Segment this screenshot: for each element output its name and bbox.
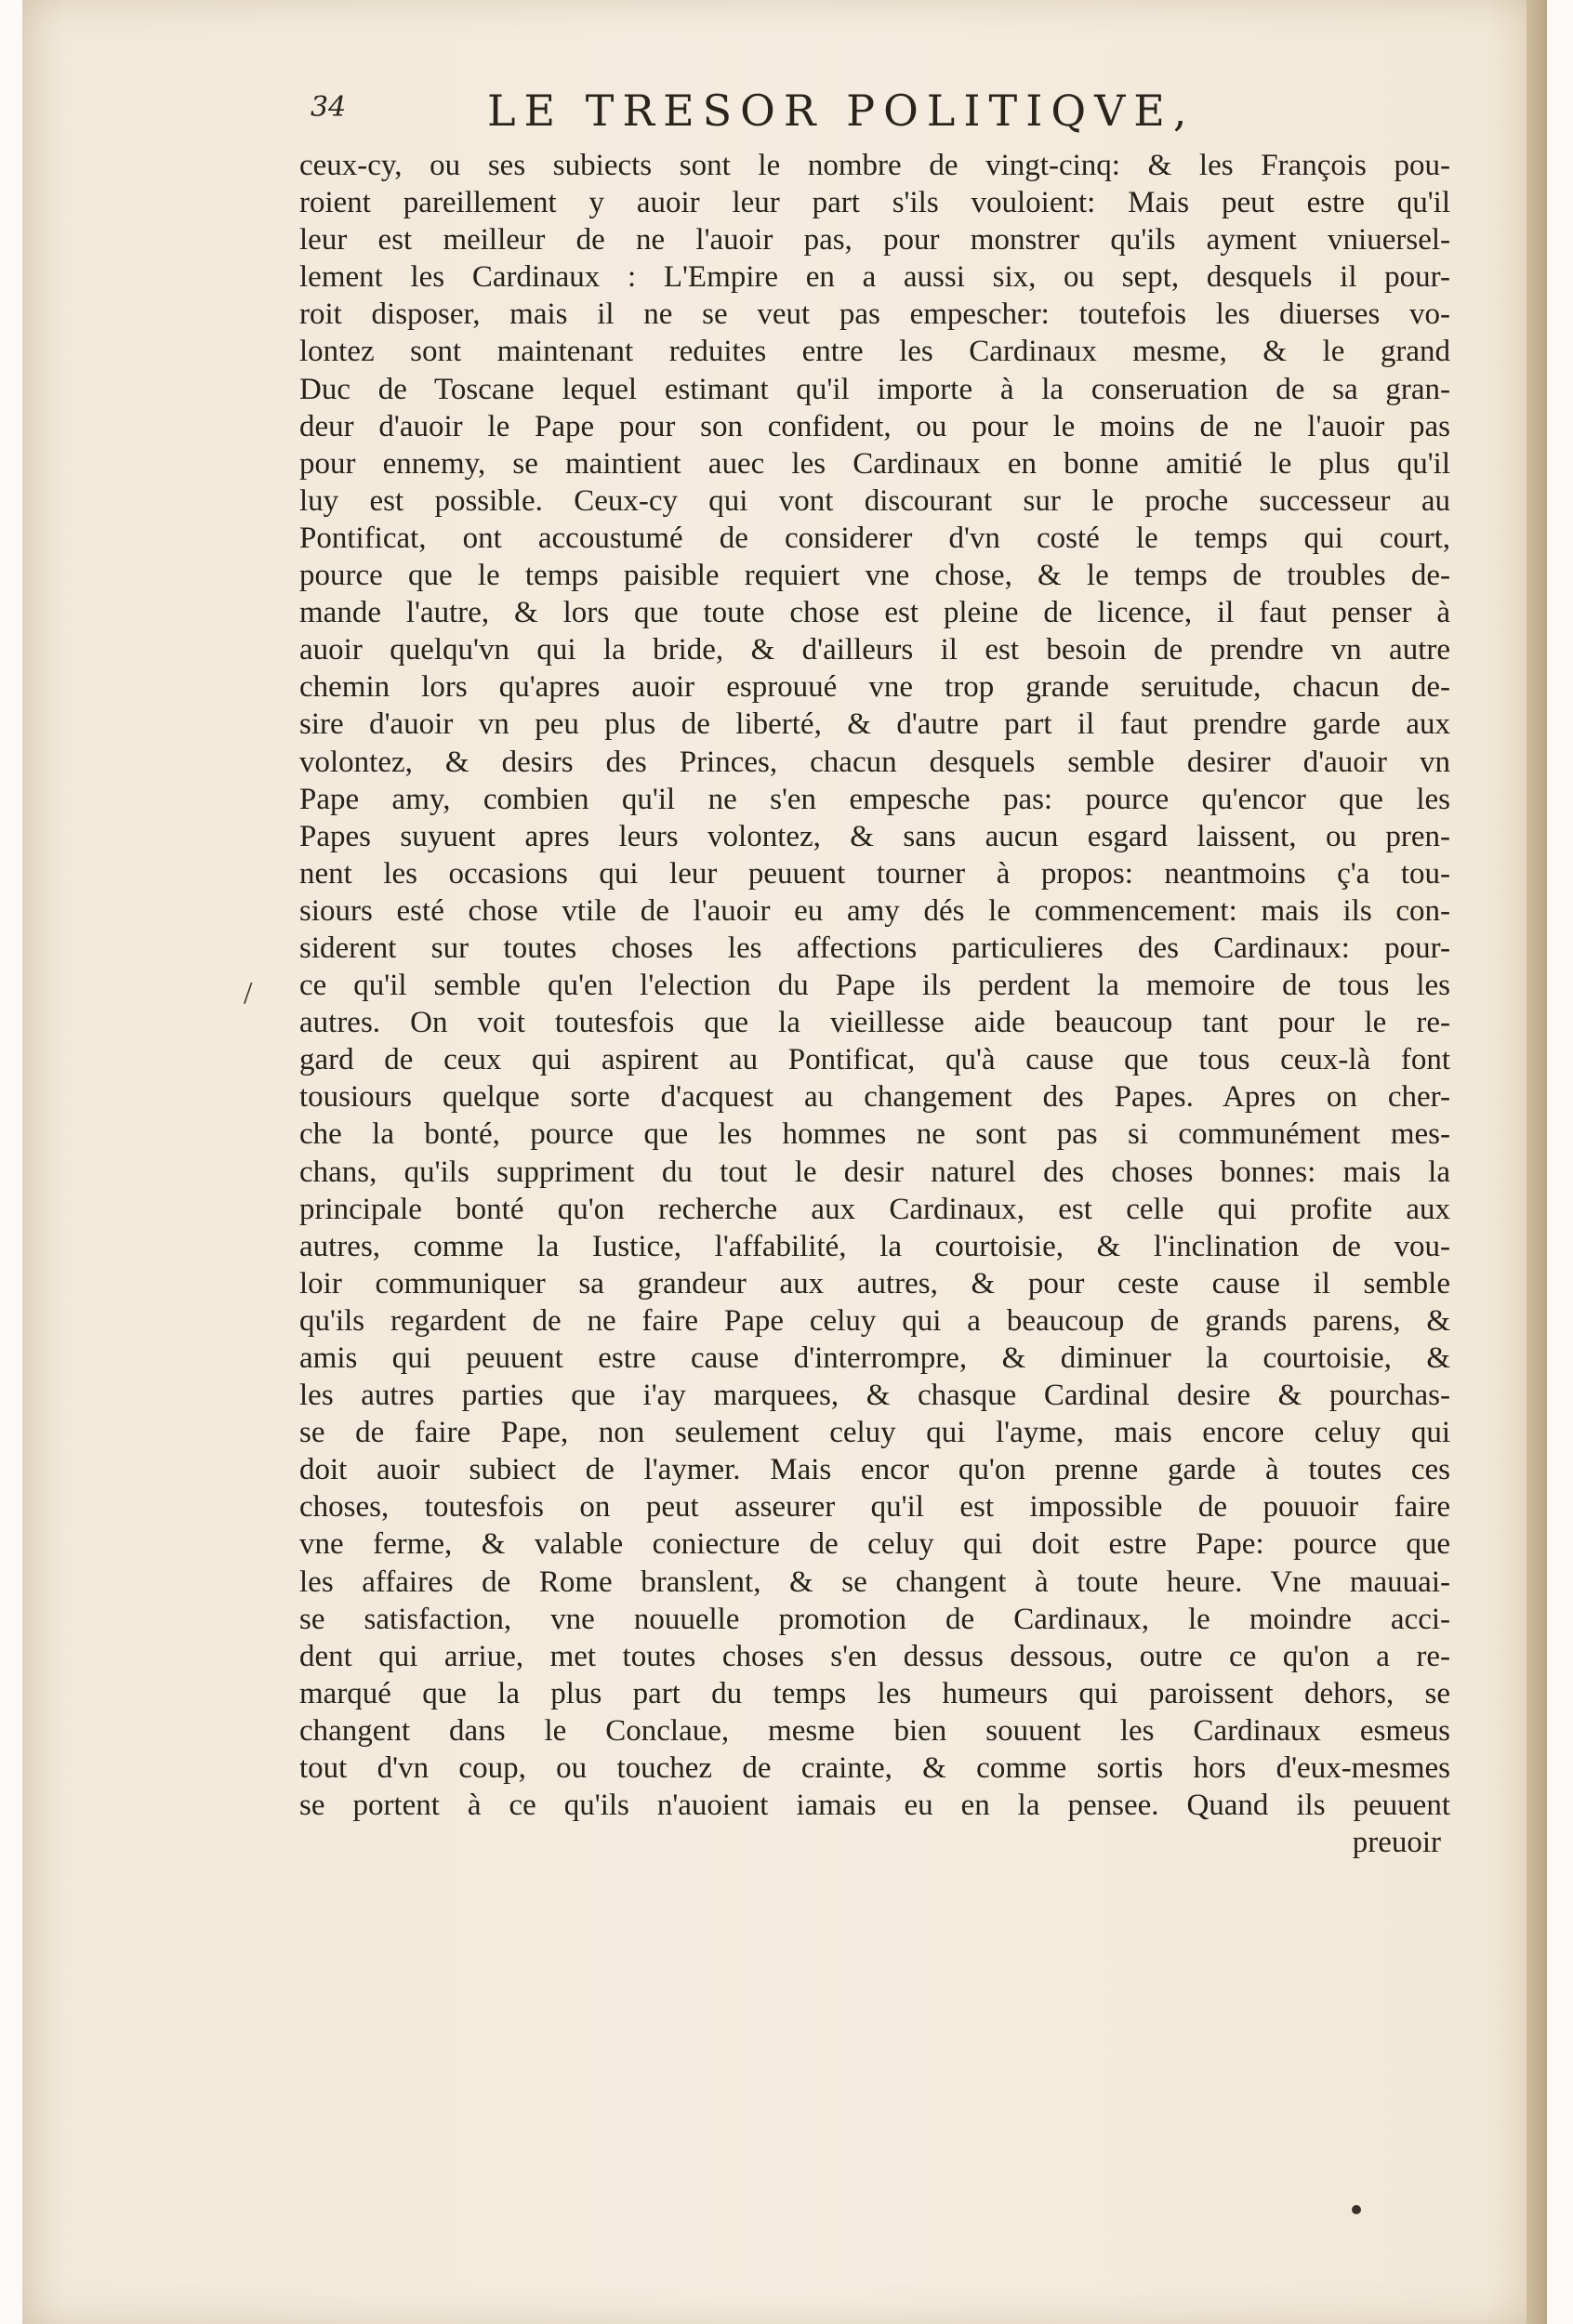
text-line: doit auoir subiect de l'aymer. Mais encor qu'on prenne garde à toutes ces bbox=[299, 1453, 1450, 1487]
page-header bbox=[311, 86, 1454, 141]
text-line: siours esté chose vtile de l'auoir eu amy dés le commencement: mais ils con- bbox=[299, 893, 1450, 928]
text-line: gard de ceux qui aspirent au Pontificat, qu'à cause que tous ceux-là font bbox=[299, 1043, 1450, 1077]
text-line: che la bonté, pource que les hommes ne sont pas si communément mes- bbox=[299, 1117, 1450, 1152]
text-line: luy est possible. Ceux-cy qui vont discourant sur le proche successeur au bbox=[299, 483, 1450, 518]
text-line: ceux-cy, ou ses subiects sont le nombre de vingt-cinq: & les François pou- bbox=[299, 149, 1450, 182]
text-line: se satisfaction, vne nouuelle promotion de Cardinaux, le moindre acci- bbox=[299, 1602, 1450, 1636]
text-line: sire d'auoir vn peu plus de liberté, & d'autre part il faut prendre garde aux bbox=[299, 707, 1450, 742]
text-line: auoir quelqu'vn qui la bride, & d'ailleurs il est besoin de prendre vn autre bbox=[299, 633, 1450, 667]
body-text bbox=[299, 147, 1450, 1861]
text-line: vne ferme, & valable coniecture de celuy qui doit estre Pape: pource que bbox=[299, 1527, 1450, 1562]
text-line: dent qui arriue, met toutes choses s'en dessus dessous, outre ce qu'on a re- bbox=[299, 1639, 1450, 1673]
text-line: chans, qu'ils suppriment du tout le desir naturel des choses bonnes: mais la bbox=[299, 1155, 1450, 1189]
text-line: autres. On voit toutesfois que la vieillesse aide beaucoup tant pour le re- bbox=[299, 1006, 1450, 1040]
text-line: changent dans le Conclaue, mesme bien souuent les Cardinaux esmeus bbox=[299, 1713, 1450, 1748]
catchword: preuoir bbox=[1352, 1826, 1441, 1860]
text-line: choses, toutesfois on peut asseurer qu'il est impossible de pouuoir faire bbox=[299, 1490, 1450, 1525]
text-line: deur d'auoir le Pape pour son confident, ou pour le moins de ne l'auoir pas bbox=[299, 409, 1450, 443]
text-line: roit disposer, mais il ne se veut pas empescher: toutefois les diuerses vo- bbox=[299, 297, 1450, 332]
text-line: se portent à ce qu'ils n'auoient iamais eu en la pensee. Quand ils peuuent bbox=[299, 1789, 1450, 1823]
running-head: LE TRESOR POLITIQVE, bbox=[487, 86, 1196, 136]
text-line: Papes suyuent apres leurs volontez, & sans aucun esgard laissent, ou pren- bbox=[299, 819, 1450, 853]
text-line: nent les occasions qui leur peuuent tourner à propos: neantmoins ç'a tou- bbox=[299, 856, 1450, 891]
text-line: marqué que la plus part du temps les humeurs qui paroissent dehors, se bbox=[299, 1676, 1450, 1710]
text-line: tousiours quelque sorte d'acquest au changement des Papes. Apres on cher- bbox=[299, 1080, 1450, 1115]
ink-speck bbox=[1352, 2205, 1361, 2214]
text-line: pource que le temps paisible requiert vne chose, & le temps de troubles de- bbox=[299, 559, 1450, 593]
text-line: roient pareillement y auoir leur part s'ils vouloient: Mais peut estre qu'il bbox=[299, 186, 1450, 220]
text-line: Duc de Toscane lequel estimant qu'il importe à la conseruation de sa gran- bbox=[299, 372, 1450, 406]
text-line: chemin lors qu'apres auoir esprouué vne trop grande seruitude, chacun de- bbox=[299, 670, 1450, 705]
text-line: Pape amy, combien qu'il ne s'en empesche pas: pource qu'encor que les bbox=[299, 782, 1450, 816]
margin-mark: / bbox=[244, 976, 253, 1010]
text-line: Pontificat, ont accoustumé de considerer d'vn costé le temps qui court, bbox=[299, 521, 1450, 555]
text-line: qu'ils regardent de ne faire Pape celuy qui a beaucoup de grands parens, & bbox=[299, 1303, 1450, 1338]
text-line: les affaires de Rome branslent, & se changent à toute heure. Vne mauuai- bbox=[299, 1565, 1450, 1599]
text-line: tout d'vn coup, ou touchez de crainte, & comme sortis hors d'eux-mesmes bbox=[299, 1751, 1450, 1786]
text-line: loir communiquer sa grandeur aux autres, & pour ceste cause il semble bbox=[299, 1266, 1450, 1301]
text-line: se de faire Pape, non seulement celuy qui l'ayme, mais encore celuy qui bbox=[299, 1416, 1450, 1450]
text-line: siderent sur toutes choses les affections particulieres des Cardinaux: pour- bbox=[299, 931, 1450, 965]
text-line: mande l'autre, & lors que toute chose est pleine de licence, il faut penser à bbox=[299, 596, 1450, 630]
text-line: lontez sont maintenant reduites entre les Cardinaux mesme, & le grand bbox=[299, 335, 1450, 369]
page-edge bbox=[1527, 0, 1547, 2324]
text-line: les autres parties que i'ay marquees, & chasque Cardinal desire & pourchas- bbox=[299, 1379, 1450, 1413]
text-line: ce qu'il semble qu'en l'election du Pape ils perdent la memoire de tous les bbox=[299, 969, 1450, 1003]
text-line: leur est meilleur de ne l'auoir pas, pour monstrer qu'ils ayment vniuersel- bbox=[299, 223, 1450, 257]
text-line: lement les Cardinaux : L'Empire en a aussi six, ou sept, desquels il pour- bbox=[299, 260, 1450, 295]
page-number: 34 bbox=[311, 91, 347, 124]
text-line: pour ennemy, se maintient auec les Cardinaux en bonne amitié le plus qu'il bbox=[299, 446, 1450, 481]
text-line: principale bonté qu'on recherche aux Cardinaux, est celle qui profite aux bbox=[299, 1192, 1450, 1226]
book-page bbox=[22, 0, 1547, 2324]
text-line: autres, comme la Iustice, l'affabilité, la courtoisie, & l'inclination de vou- bbox=[299, 1229, 1450, 1263]
text-line: volontez, & desirs des Princes, chacun desquels semble desirer d'auoir vn bbox=[299, 745, 1450, 779]
text-line: amis qui peuuent estre cause d'interrompre, & diminuer la courtoisie, & bbox=[299, 1341, 1450, 1375]
